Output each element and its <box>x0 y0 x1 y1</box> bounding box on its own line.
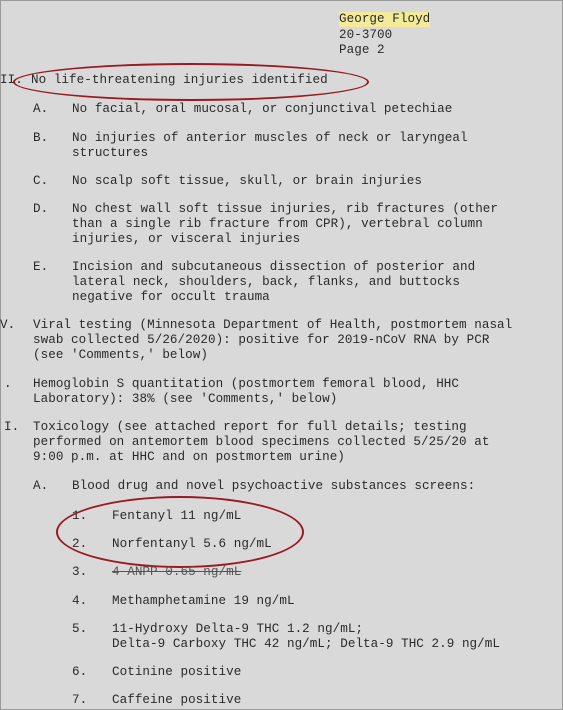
sub-a-letter: A. <box>33 479 49 493</box>
tox-item-2-text: Norfentanyl 5.6 ng/mL <box>112 537 272 551</box>
tox-item-1-num: 1. <box>72 509 88 523</box>
section-v-marker: . <box>4 377 12 391</box>
red-circle-annotation-1 <box>13 63 369 101</box>
tox-item-7-num: 7. <box>72 693 88 707</box>
item-d-line-1: No chest wall soft tissue injuries, rib fractures (other <box>72 202 499 216</box>
section-iii-title: No life-threatening injuries identified <box>31 73 328 87</box>
section-iv-line-2: swab collected 5/26/2020): positive for 2019-nCoV RNA by PCR <box>33 333 490 347</box>
case-number: 20-3700 <box>339 28 393 42</box>
tox-item-4-text: Methamphetamine 19 ng/mL <box>112 594 295 608</box>
tox-item-6-num: 6. <box>72 665 88 679</box>
tox-item-5-line-1: 11-Hydroxy Delta-9 THC 1.2 ng/mL; <box>112 622 364 636</box>
item-b-line-2: structures <box>72 146 149 160</box>
item-d-line-3: injuries, or visceral injuries <box>72 232 301 246</box>
item-c-line-1: No scalp soft tissue, skull, or brain injuries <box>72 174 422 188</box>
item-e-line-2: lateral neck, shoulders, back, flanks, and buttocks <box>72 275 460 289</box>
tox-item-2-num: 2. <box>72 537 88 551</box>
item-d-line-2: than a single rib fracture from CPR), vertebral column <box>72 217 483 231</box>
page-number: Page 2 <box>339 43 385 57</box>
section-v-line-1: Hemoglobin S quantitation (postmortem femoral blood, HHC <box>33 377 460 391</box>
section-vi-line-1: Toxicology (see attached report for full details; testing <box>33 420 467 434</box>
item-e-line-3: negative for occult trauma <box>72 290 270 304</box>
tox-item-3-num: 3. <box>72 565 88 579</box>
patient-name: George Floyd <box>339 12 431 26</box>
red-circle-annotation-2 <box>56 496 304 568</box>
section-v-line-2: Laboratory): 38% (see 'Comments,' below) <box>33 392 338 406</box>
item-c-letter: C. <box>33 174 49 188</box>
item-d-letter: D. <box>33 202 49 216</box>
tox-item-7-text: Caffeine positive <box>112 693 242 707</box>
item-e-line-1: Incision and subcutaneous dissection of posterior and <box>72 260 476 274</box>
item-e-letter: E. <box>33 260 49 274</box>
item-b-line-1: No injuries of anterior muscles of neck or laryngeal <box>72 131 468 145</box>
tox-item-5-num: 5. <box>72 622 88 636</box>
tox-item-4-num: 4. <box>72 594 88 608</box>
item-a-line-1: No facial, oral mucosal, or conjunctival petechiae <box>72 102 453 116</box>
section-vi-line-3: 9:00 p.m. at HHC and on postmortem urine) <box>33 450 345 464</box>
tox-item-1-text: Fentanyl 11 ng/mL <box>112 509 242 523</box>
tox-item-3-text: 4-ANPP 0.65 ng/mL <box>112 565 242 579</box>
tox-item-5-line-2: Delta-9 Carboxy THC 42 ng/mL; Delta-9 THC 2.9 ng/mL <box>112 637 500 651</box>
section-vi-line-2: performed on antemortem blood specimens collected 5/25/20 at <box>33 435 490 449</box>
sub-a-title: Blood drug and novel psychoactive substances screens: <box>72 479 476 493</box>
section-iii-marker: II. <box>0 73 23 87</box>
section-vi-marker: I. <box>4 420 20 434</box>
tox-item-6-text: Cotinine positive <box>112 665 242 679</box>
section-iv-marker: V. <box>0 318 16 332</box>
section-iv-line-1: Viral testing (Minnesota Department of Health, postmortem nasal <box>33 318 513 332</box>
item-a-letter: A. <box>33 102 49 116</box>
section-iv-line-3: (see 'Comments,' below) <box>33 348 208 362</box>
item-b-letter: B. <box>33 131 49 145</box>
